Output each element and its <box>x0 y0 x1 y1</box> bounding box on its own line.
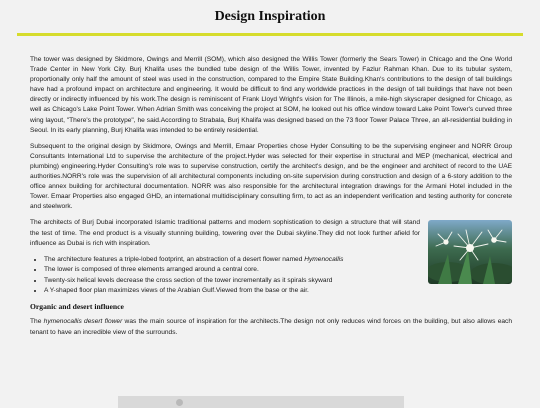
paragraph-3: The architects of Burj Dubai incorporated Islamic traditional patterns and modern sophistication to design a structure that will stand the test of time. The end product is a visually stunning building, towering over the Dubai skyline.They did not look further afield for influence as Dubai is rich with inspiration. <box>30 219 420 247</box>
section-paragraph: The hymenocallis desert flower was the main source of inspiration for the architects.The design not only reduces wind forces on the building, but also allows each tenant to have an incredible view of the surrounds. <box>30 318 512 336</box>
list-item: • A Y-shaped floor plan maximizes views of the Arabian Gulf.Viewed from the base or the air. <box>44 286 512 296</box>
title-underline <box>17 33 523 36</box>
list-item: • Twenty-six helical levels decrease the cross section of the tower incrementally as it spirals skyward <box>44 276 512 286</box>
paragraph-1: The tower was designed by Skidmore, Owings and Merrill (SOM), which also designed the Willis Tower (formerly the Sears Tower) in Chicago and the One World Trade Center in New York City. Burj Khalifa uses the bundled tube design of the Willis Tower, invented by Fazlur Rahman Khan. Due to its tubular system, proportionally only half the amount of steel was used in the construction, compared to the Empire State Building.Khan's contributions to the design of tall buildings have had a profound impact on architecture and engineering. It would be difficult to find any worldwide practices in the design of tall buildings that have not been directly or indirectly influenced by his work.The design is reminiscent of Frank Lloyd Wright's vision for The Illinois, a mile-high skyscraper designed for Chicago, as well as Chicago's Lake Point Tower. When Adrian Smith was conceiving the project at SOM, he looked out his office window toward Lake Point Tower's curved three wing layout, "There's the prototype", he said.According to Strabala, Burj Khalifa was designed based on the 73 floor Tower Palace Three, an all-residential building in Seoul. In its early planning, Burj Khalifa was intended to be entirely residential. <box>30 56 512 134</box>
hymenocallis-flower-icon <box>428 220 512 284</box>
paragraph-2: Subsequent to the original design by Skidmore, Owings and Merrill, Emaar Properties chose Hyder Consulting to be the supervising engineer and NORR Group Consultants International Ltd to supervise the architecture of the project.Hyder was selected for their expertise in structural and MEP (mechanical, electrical and plumbing) engineering.Hyder Consulting's role was to supervise construction, certify the architect's design, and be the engineer and architect of record to the UAE authorities.NORR's role was the supervision of all architectural components including on-site supervision during construction and design of a 6-story addition to the office annex building for architectural documentation. NORR was also responsible for the architectural integration drawings for the Armani Hotel included in the Tower. Emaar Properties also engaged GHD, an international multidisciplinary consulting firm, to act as an independent verification and testing authority for concrete and steelwork. <box>30 142 512 211</box>
section-heading: Organic and desert influence <box>30 302 124 312</box>
page-title: Design Inspiration <box>214 9 326 24</box>
media-placeholder <box>118 396 404 408</box>
list-item: • The lower is composed of three elements arranged around a central core. <box>44 265 512 275</box>
flower-photo <box>428 220 512 284</box>
list-item: • The architecture features a triple-lobed footprint, an abstraction of a desert flower named Hymenocallis <box>44 255 512 265</box>
article-body <box>30 55 512 344</box>
